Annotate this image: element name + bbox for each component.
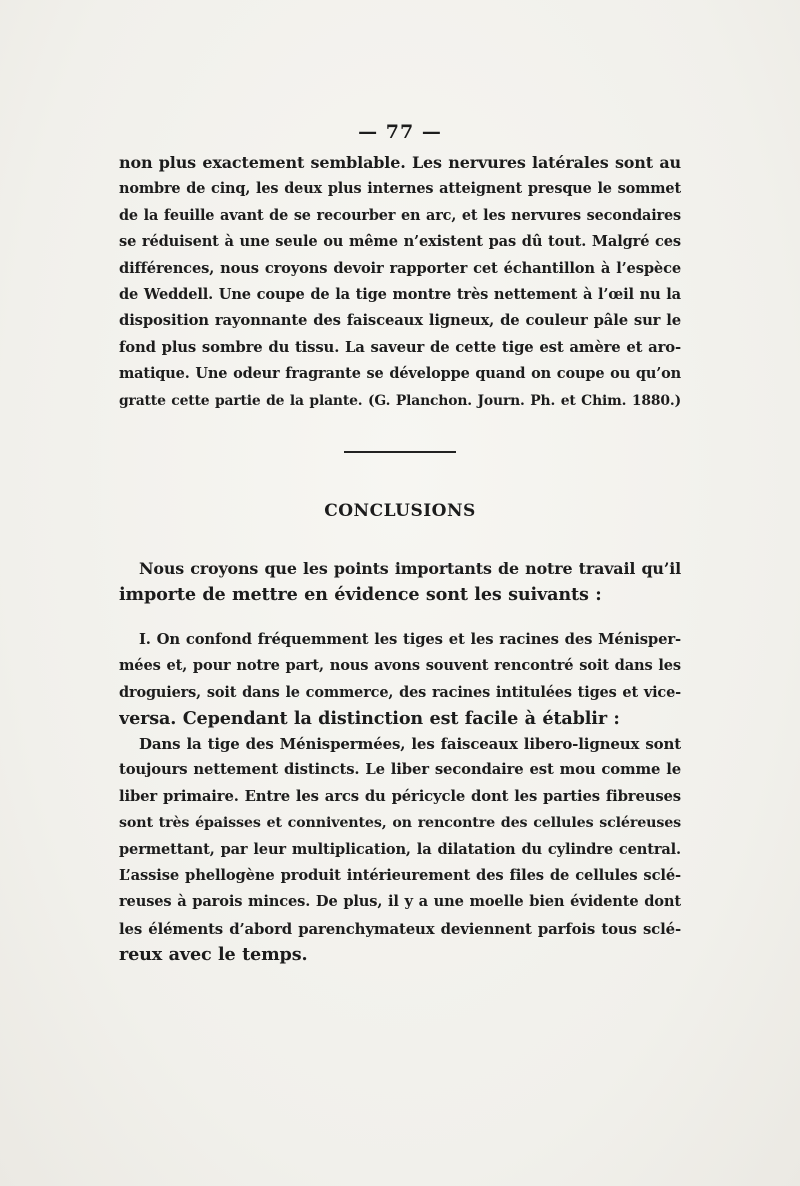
text-line: les éléments d’abord parenchymateux deviennent parfois tous sclé- xyxy=(119,919,681,938)
text-line: Dans la tige des Ménispermées, les faisceaux libero-ligneux sont xyxy=(139,735,681,753)
text-line: reuses à parois minces. De plus, il y a une moelle bien évidente dont xyxy=(119,893,681,911)
text-line: liber primaire. Entre les arcs du péricycle dont les parties fibreuses xyxy=(119,787,681,805)
text-line: disposition rayonnante des faisceaux ligneux, de couleur pâle sur le xyxy=(119,312,681,330)
text-line: mées et, pour notre part, nous avons souvent rencontré soit dans les xyxy=(119,657,681,675)
text-line: se réduisent à une seule ou même n’existent pas dû tout. Malgré ces xyxy=(119,233,681,251)
paragraph-conclusion-one xyxy=(119,627,681,733)
paragraph-conclusions-intro xyxy=(119,556,681,609)
page-number: — 77 — xyxy=(358,121,442,143)
text-line: de Weddell. Une coupe de la tige montre très nettement à l’œil nu la xyxy=(119,285,681,303)
text-line: toujours nettement distincts. Le liber secondaire est mou comme le xyxy=(119,761,681,779)
text-line: permettant, par leur multiplication, la dilatation du cylindre central. xyxy=(119,840,681,858)
text-line: nombre de cinq, les deux plus internes atteignent presque le sommet xyxy=(119,180,681,198)
text-line: gratte cette partie de la plante. (G. Planchon. Journ. Ph. et Chim. 1880.) xyxy=(119,392,681,409)
text-line: non plus exactement semblable. Les nervures latérales sont au xyxy=(119,153,681,172)
text-line: fond plus sombre du tissu. La saveur de cette tige est amère et aro- xyxy=(119,338,681,356)
text-line: matique. Une odeur fragrante se développe quand on coupe ou qu’on xyxy=(119,365,681,383)
text-line: I. On confond fréquemment les tiges et les racines des Ménisper- xyxy=(139,631,681,648)
section-heading: CONCLUSIONS xyxy=(324,501,476,521)
text-line: de la feuille avant de se recourber en arc, et les nervures secondaires xyxy=(119,206,681,224)
text-line: versa. Cependant la distinction est facile à établir : xyxy=(119,708,620,730)
section-divider xyxy=(344,451,456,453)
text-line: importe de mettre en évidence sont les suivants : xyxy=(119,584,602,606)
text-line: Nous croyons que les points importants de notre travail qu’il xyxy=(139,559,681,578)
text-line: L’assise phellogène produit intérieurement des files de cellules sclé- xyxy=(119,866,681,884)
text-line: droguiers, soit dans le commerce, des racines intitulées tiges et vice- xyxy=(119,683,681,701)
text-line: sont très épaisses et conniventes, on rencontre des cellules scléreuses xyxy=(119,815,681,832)
paragraph-stem-anatomy xyxy=(119,731,681,969)
text-line: reux avec le temps. xyxy=(119,944,308,966)
paragraph-weddell-specimen xyxy=(119,150,681,414)
text-line: différences, nous croyons devoir rapporter cet échantillon à l’espèce xyxy=(119,259,681,277)
